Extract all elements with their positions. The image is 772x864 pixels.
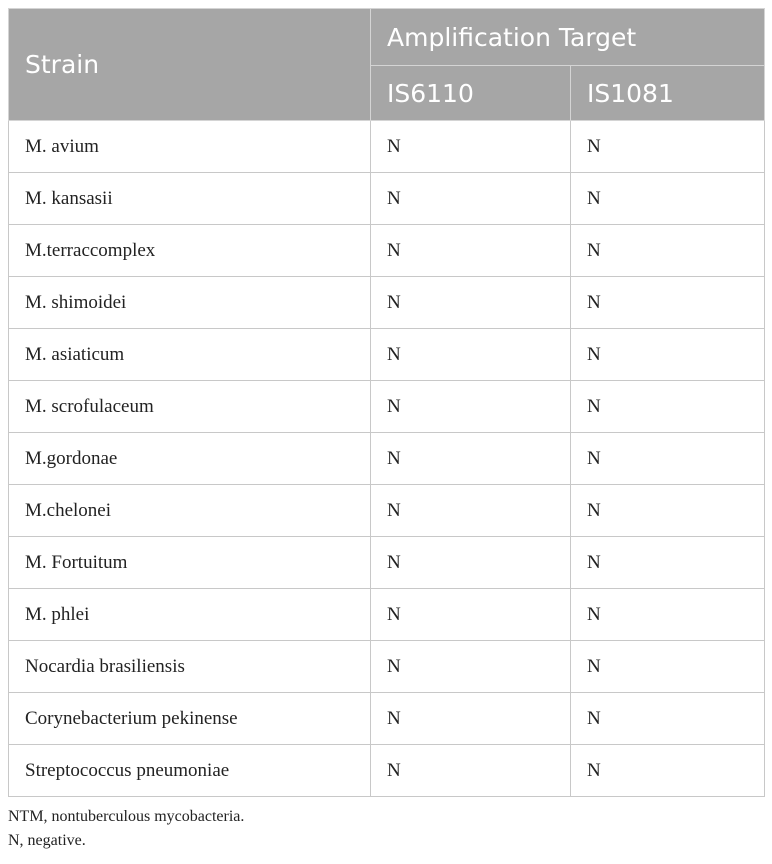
table-row — [9, 537, 765, 589]
header-strain: Strain — [9, 9, 371, 121]
header-is1081: IS1081 — [571, 66, 765, 121]
is6110-cell: N — [371, 693, 571, 745]
table-body — [9, 121, 765, 797]
strain-cell: M.chelonei — [9, 485, 371, 537]
strain-cell: M. asiaticum — [9, 329, 371, 381]
is1081-cell: N — [571, 641, 765, 693]
table-row — [9, 277, 765, 329]
table-row — [9, 589, 765, 641]
is1081-cell: N — [571, 693, 765, 745]
is6110-cell: N — [371, 329, 571, 381]
table-header — [9, 9, 765, 121]
table-row — [9, 381, 765, 433]
strain-cell: M. scrofulaceum — [9, 381, 371, 433]
table-row — [9, 745, 765, 797]
strain-cell: M.terraccomplex — [9, 225, 371, 277]
is6110-cell: N — [371, 485, 571, 537]
table-footnotes — [8, 805, 764, 853]
header-amplification-target: Amplification Target — [371, 9, 765, 66]
table-row — [9, 641, 765, 693]
is1081-cell: N — [571, 537, 765, 589]
strain-cell: M.gordonae — [9, 433, 371, 485]
strain-cell: Corynebacterium pekinense — [9, 693, 371, 745]
strain-cell: Nocardia brasiliensis — [9, 641, 371, 693]
footnote-ntm: NTM, nontuberculous mycobacteria. — [8, 808, 245, 825]
is6110-cell: N — [371, 225, 571, 277]
is1081-cell: N — [571, 121, 765, 173]
is6110-cell: N — [371, 641, 571, 693]
is1081-cell: N — [571, 433, 765, 485]
table-row — [9, 329, 765, 381]
is6110-cell: N — [371, 589, 571, 641]
strain-amplification-table — [8, 8, 765, 797]
is1081-cell: N — [571, 173, 765, 225]
strain-cell: Streptococcus pneumoniae — [9, 745, 371, 797]
table-row — [9, 693, 765, 745]
is1081-cell: N — [571, 745, 765, 797]
strain-cell: M. Fortuitum — [9, 537, 371, 589]
strain-cell: M. avium — [9, 121, 371, 173]
strain-cell: M. shimoidei — [9, 277, 371, 329]
strain-cell: M. kansasii — [9, 173, 371, 225]
table-row — [9, 173, 765, 225]
is6110-cell: N — [371, 277, 571, 329]
footnote-negative: N, negative. — [8, 832, 86, 849]
is1081-cell: N — [571, 381, 765, 433]
is1081-cell: N — [571, 225, 765, 277]
header-is6110: IS6110 — [371, 66, 571, 121]
is6110-cell: N — [371, 173, 571, 225]
is1081-cell: N — [571, 589, 765, 641]
table-row — [9, 225, 765, 277]
is1081-cell: N — [571, 329, 765, 381]
is1081-cell: N — [571, 277, 765, 329]
is6110-cell: N — [371, 433, 571, 485]
is6110-cell: N — [371, 121, 571, 173]
strain-cell: M. phlei — [9, 589, 371, 641]
is6110-cell: N — [371, 537, 571, 589]
is6110-cell: N — [371, 381, 571, 433]
table-row — [9, 121, 765, 173]
table-row — [9, 433, 765, 485]
table-row — [9, 485, 765, 537]
is6110-cell: N — [371, 745, 571, 797]
is1081-cell: N — [571, 485, 765, 537]
table-container — [8, 8, 764, 853]
